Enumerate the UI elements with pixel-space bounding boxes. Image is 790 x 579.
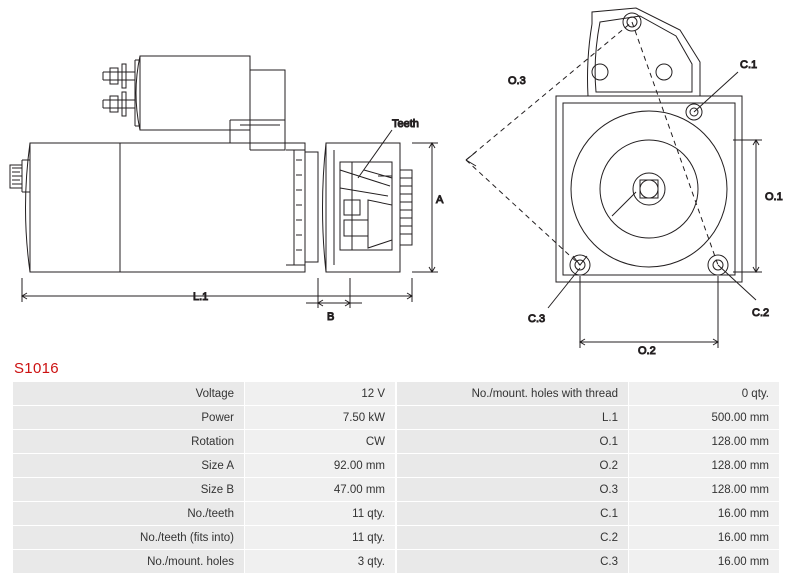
label-dim-c1: C.1	[740, 59, 758, 71]
spec-value: 128.00 mm	[629, 430, 780, 454]
spec-table-right	[396, 381, 780, 574]
spec-label: Voltage	[13, 382, 245, 406]
end-view-group	[556, 8, 742, 282]
table-row	[397, 526, 780, 550]
spec-value: 16.00 mm	[629, 502, 780, 526]
table-row	[13, 526, 396, 550]
spec-value: 0 qty.	[629, 382, 780, 406]
spec-value: 128.00 mm	[629, 478, 780, 502]
spec-label: No./mount. holes with thread	[397, 382, 629, 406]
label-teeth: Teeth	[392, 118, 419, 130]
table-row	[397, 550, 780, 574]
table-row	[13, 430, 396, 454]
spec-label: Rotation	[13, 430, 245, 454]
part-number: S1016	[14, 360, 59, 377]
table-row	[397, 454, 780, 478]
table-row	[397, 382, 780, 406]
spec-label: O.3	[397, 478, 629, 502]
table-row	[13, 502, 396, 526]
spec-value: 11 qty.	[245, 526, 396, 550]
spec-label: No./teeth	[13, 502, 245, 526]
dim-o2-lines	[580, 276, 718, 348]
dim-c3-left-leader	[548, 268, 580, 308]
spec-table-left	[12, 381, 396, 574]
spec-label: No./teeth (fits into)	[13, 526, 245, 550]
spec-value: 16.00 mm	[629, 526, 780, 550]
spec-value: 128.00 mm	[629, 454, 780, 478]
spec-value: 16.00 mm	[629, 550, 780, 574]
label-dim-c3-left: C.3	[528, 313, 546, 325]
spec-label: Power	[13, 406, 245, 430]
spec-label: O.1	[397, 430, 629, 454]
table-row	[13, 478, 396, 502]
spec-label: C.1	[397, 502, 629, 526]
label-dim-o3: O.3	[508, 75, 526, 87]
label-dim-b: B	[327, 311, 335, 323]
spec-value: 500.00 mm	[629, 406, 780, 430]
spec-label: C.2	[397, 526, 629, 550]
spec-value: CW	[245, 430, 396, 454]
dim-b-lines	[306, 278, 362, 308]
dim-a-lines	[412, 143, 438, 272]
label-dim-o1: O.1	[765, 191, 783, 203]
spec-label: C.3	[397, 550, 629, 574]
spec-label: Size B	[13, 478, 245, 502]
spec-label: L.1	[397, 406, 629, 430]
spec-value: 11 qty.	[245, 502, 396, 526]
dim-o1-lines	[733, 140, 762, 272]
spec-label: No./mount. holes	[13, 550, 245, 574]
spec-value: 92.00 mm	[245, 454, 396, 478]
dim-l1-lines	[22, 278, 412, 302]
table-row	[13, 454, 396, 478]
label-dim-a: A	[436, 194, 444, 206]
label-dim-o2: O.2	[638, 345, 656, 355]
table-row	[13, 550, 396, 574]
teeth-callout	[358, 130, 392, 178]
table-row	[397, 406, 780, 430]
dim-o3-lines	[466, 22, 718, 265]
table-row	[397, 478, 780, 502]
table-row	[13, 382, 396, 406]
table-row	[397, 502, 780, 526]
spec-value: 7.50 kW	[245, 406, 396, 430]
spec-value: 3 qty.	[245, 550, 396, 574]
spec-label: O.2	[397, 454, 629, 478]
label-dim-l1: L.1	[193, 291, 209, 303]
specifications-tables	[12, 381, 778, 574]
spec-value: 47.00 mm	[245, 478, 396, 502]
label-dim-c2: C.2	[752, 307, 770, 319]
spec-value: 12 V	[245, 382, 396, 406]
spec-label: Size A	[13, 454, 245, 478]
table-row	[397, 430, 780, 454]
side-view-group	[10, 56, 412, 272]
dim-c1-leader	[694, 72, 738, 112]
table-row	[13, 406, 396, 430]
